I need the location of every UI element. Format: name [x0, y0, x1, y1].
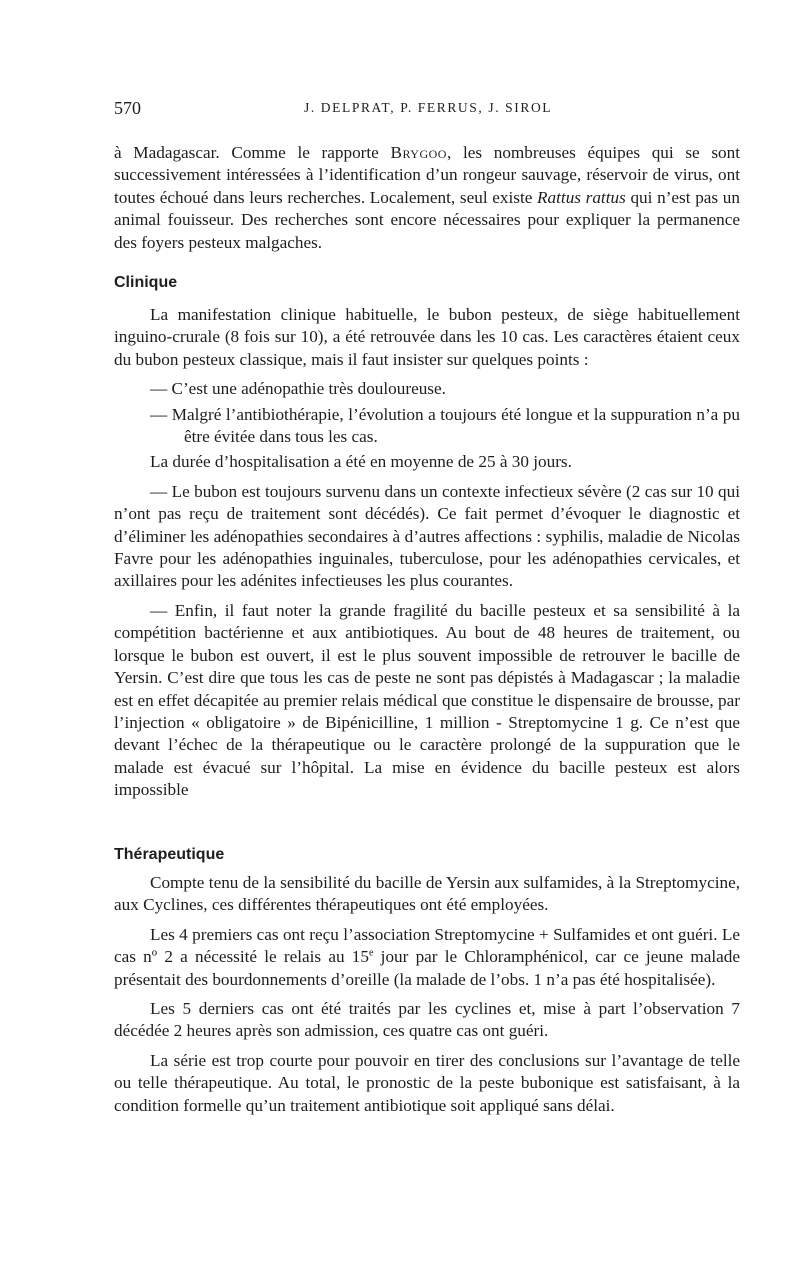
therapeutique-paragraph-4: La série est trop courte pour pouvoir en tirer des conclusions sur l’avantage de telle ou telle thérapeutique. Au total, le pronostic de la peste bubonique est satisfaisant, à la condition formelle qu’un traitement antibiotique soit appliqué sans délai.	[114, 1050, 740, 1115]
clinique-paragraph-2: La durée d’hospitalisation a été en moyenne de 25 à 30 jours.	[150, 452, 572, 472]
therapeutique-paragraph-3: Les 5 derniers cas ont été traités par les cyclines et, mise à part l’observation 7 décédée 2 heures après son admission, ces quatre cas ont guéri.	[114, 999, 740, 1041]
therapeutique-paragraph-1: Compte tenu de la sensibilité du bacille de Yersin aux sulfamides, à la Streptomycine, aux Cyclines, ces différentes thérapeutiques ont été employées.	[114, 873, 740, 915]
species-name: Rattus rattus	[537, 187, 626, 207]
intro-section	[114, 142, 740, 261]
clinique-list-item-2: — Malgré l’antibiothérapie, l’évolution a toujours été longue et la suppuration n’a pu être évitée dans tous les cas.	[150, 404, 740, 447]
page-header	[114, 98, 744, 122]
intro-paragraph	[114, 142, 740, 254]
page-number: 570	[114, 98, 141, 118]
therapeutique-paragraph-2	[114, 924, 740, 991]
section-heading-clinique: Clinique	[114, 274, 178, 291]
ordinal-superscript: e	[368, 947, 374, 959]
author-citation: Brygoo	[390, 143, 447, 162]
clinique-paragraph-1: La manifestation clinique habituelle, le bubon pesteux, de siège habituellement inguino-crurale (8 fois sur 10), a été retrouvée dans les 10 cas. Les caractères étaient ceux du bubon pesteux classique, mais il faut insister sur quelques points :	[114, 305, 740, 369]
section-heading-therapeutique: Thérapeutique	[114, 846, 225, 863]
clinique-paragraph-4: — Enfin, il faut noter la grande fragilité du bacille pesteux et sa sensibilité à la compétition bactérienne et aux antibiotiques. Au bout de 48 heures de traitement, ou lorsque le bubon est ouvert, il est le plus souvent impossible de retrouver le bacille de Yersin. C’est dire que tous les cas de peste ne sont pas dépistés à Madagascar ; la maladie est en effet décapitée au premier relais médical que constitue le dispensaire de brousse, par l’injection « obligatoire » de Bipénicilline, 1 million - Streptomycine 1 g. Ce n’est que devant l’échec de la thérapeutique ou le caractère prolongé de la suppuration que le malade est évacué sur l’hôpital. La mise en évidence du bacille pesteux est alors impossible	[114, 600, 740, 800]
clinique-paragraph-3: — Le bubon est toujours survenu dans un contexte infectieux sévère (2 cas sur 10 qui n’ont pas reçu de traitement sont décédés). Ce fait permet d’évoquer le diagnostic et d’éliminer les adénopathies secondaires à d’autres affections : syphilis, maladie de Nicolas Favre pour les adénopathies inguinales, tuberculose, pour les adénopathies cervicales, et axillaires pour les adénites infectieuses les plus courantes.	[114, 481, 740, 591]
therapeutique-section	[114, 872, 740, 1124]
intro-text-b: , les nombreuses équipes qui se sont successivement intéressées à l’identification d’un rongeur sauvage, réservoir de virus, ont toutes échoué dans leurs recherches. Localement, seul existe	[114, 143, 740, 207]
intro-text-c: qui n’est pas un animal fouisseur. Des recherches sont encore nécessaires pour expliquer la permanence des foyers pesteux malgaches.	[114, 187, 740, 252]
therapeutique-p2-text-b: jour par le Chloramphénicol, car ce jeune malade présentait des bourdonnements d’oreille (la malade de l’obs. 1 n’a pas été hospitalisée).	[114, 947, 740, 989]
clinique-section	[114, 304, 740, 809]
therapeutique-p2-text-a: Les 4 premiers cas ont reçu l’association Streptomycine + Sulfamides et ont guéri. Le cas nº 2 a nécessité le relais au 15	[114, 924, 740, 967]
clinique-list-item-1: — C’est une adénopathie très douloureuse.	[150, 379, 446, 399]
running-head: J. DELPRAT, P. FERRUS, J. SIROL	[304, 100, 553, 115]
intro-text-a: à Madagascar. Comme le rapporte	[114, 143, 391, 162]
